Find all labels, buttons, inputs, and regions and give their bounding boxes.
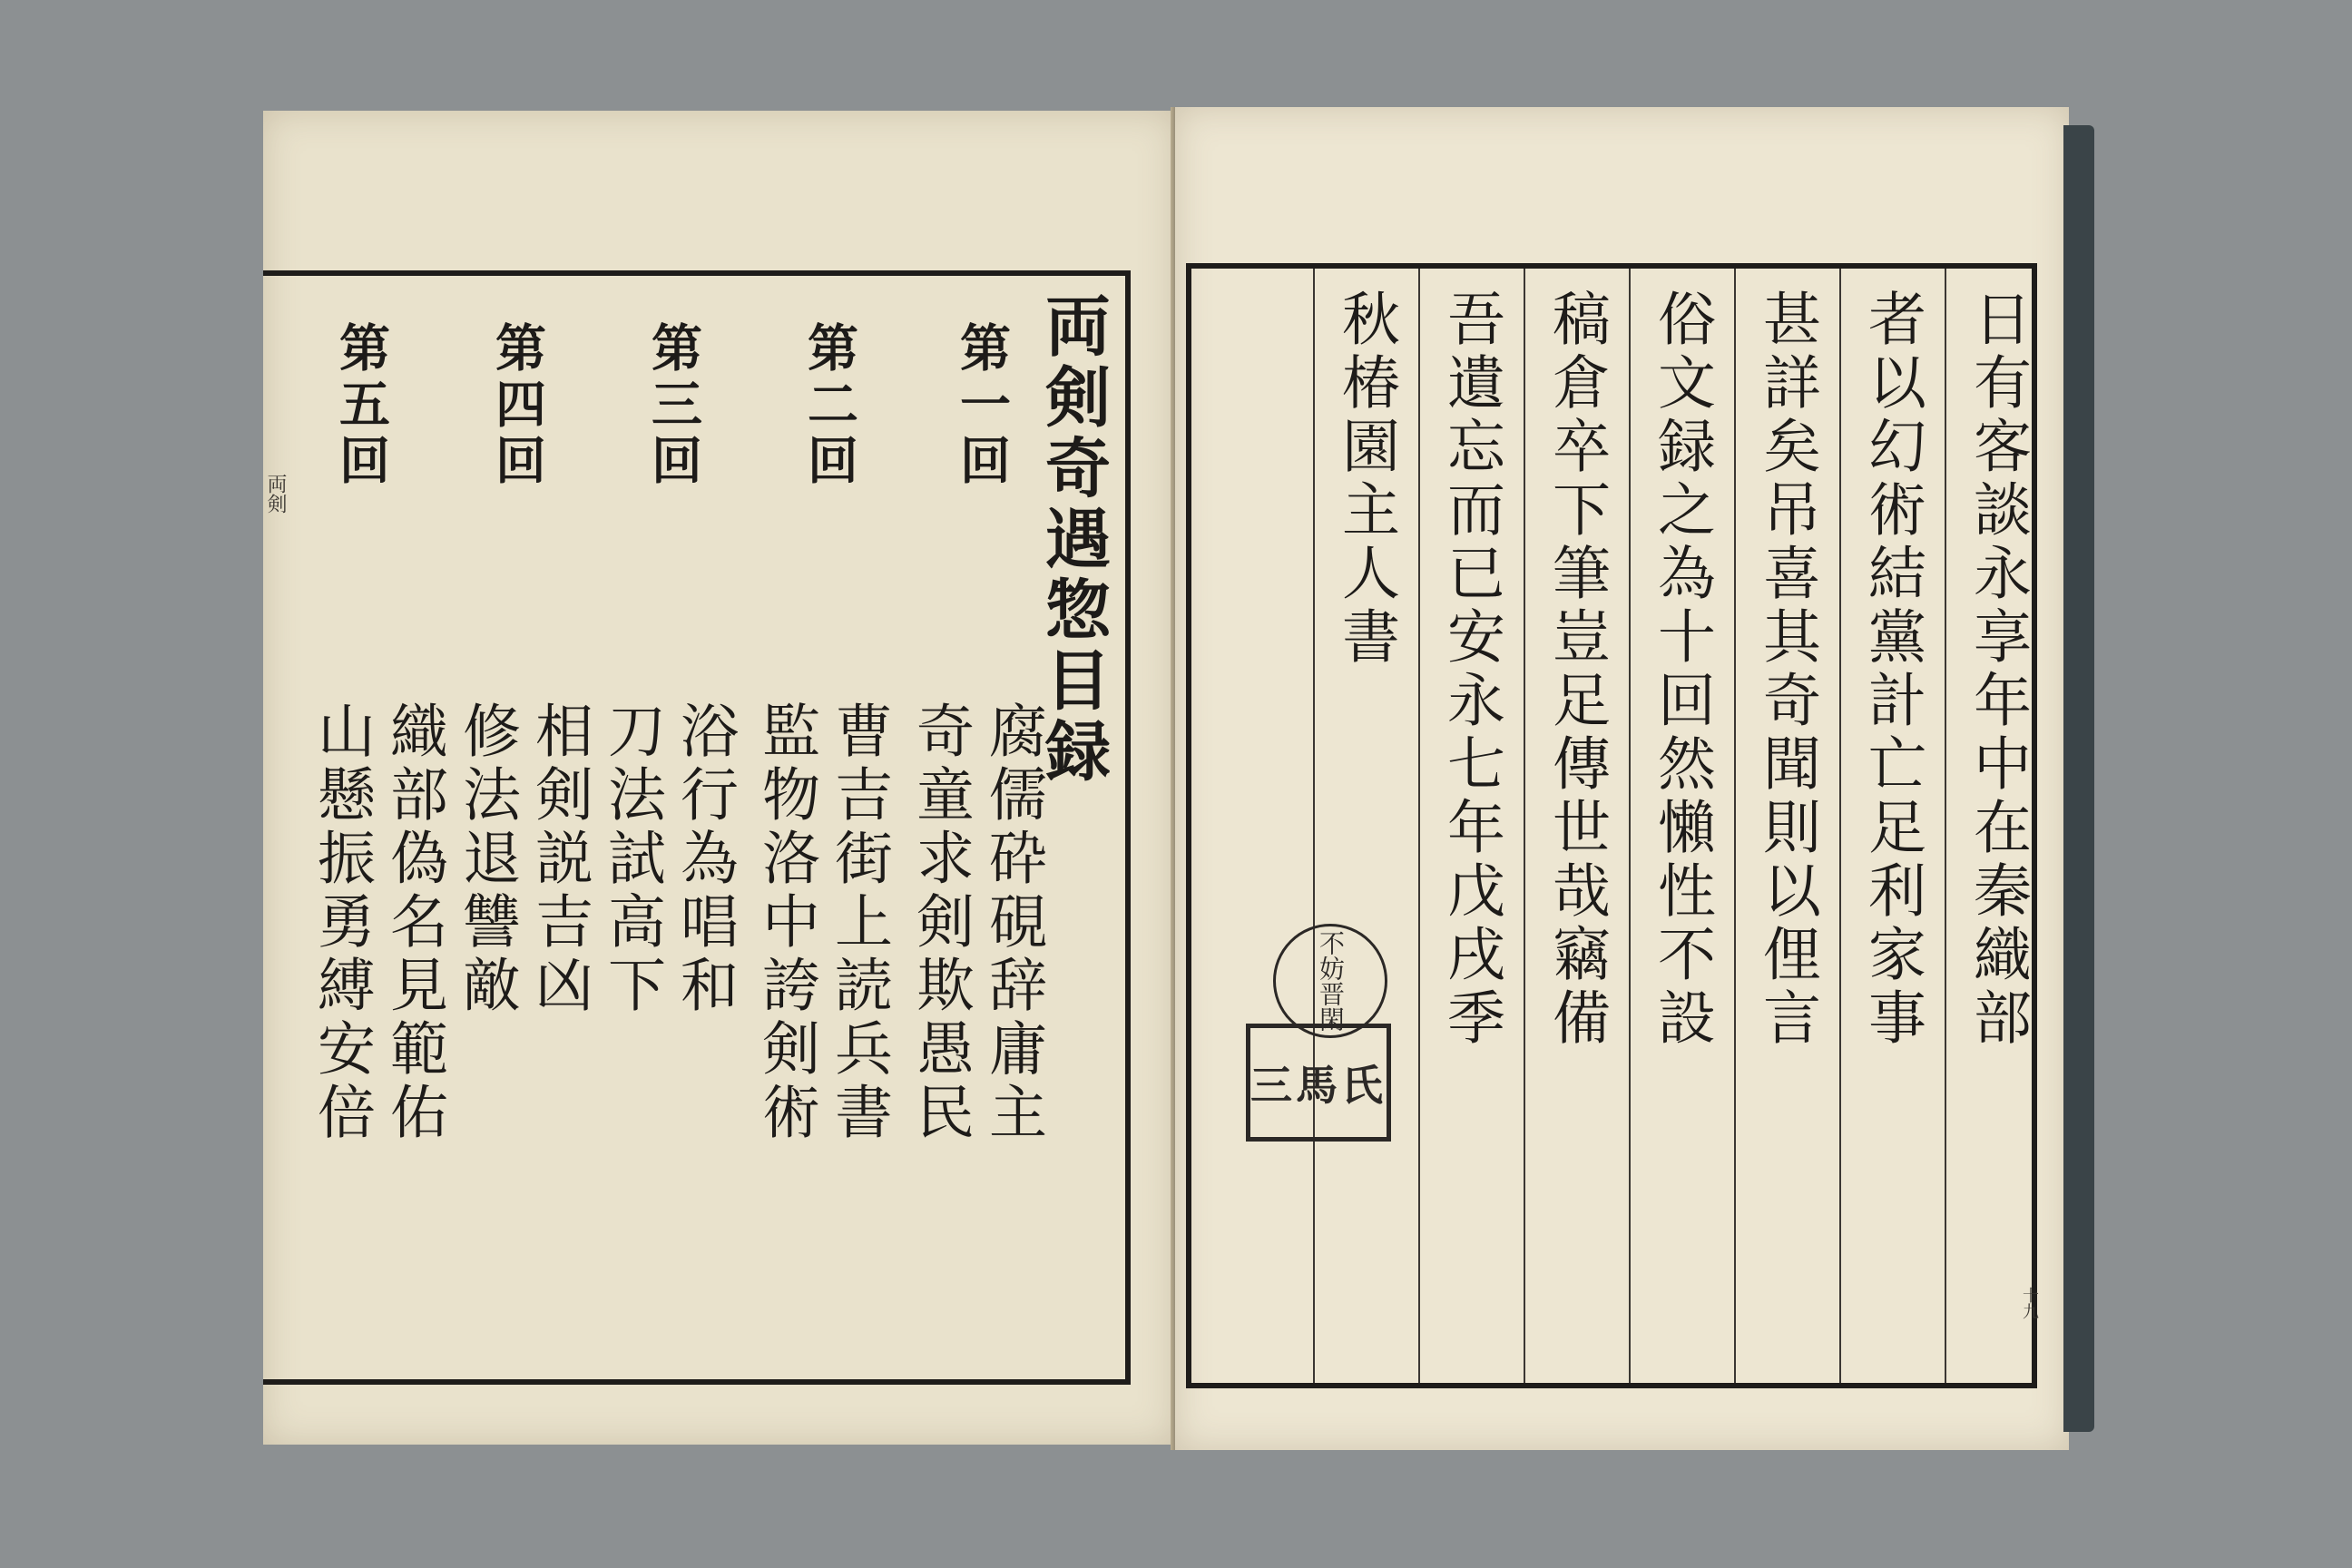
column-rule xyxy=(1524,269,1525,1383)
column-rule xyxy=(1313,269,1315,1383)
chapter-5-subtitle-b: 山懸振勇縛安倍 xyxy=(308,701,375,1145)
chapter-2-subtitle-b: 監物洛中誇剣術 xyxy=(752,701,819,1145)
column-rule xyxy=(1839,269,1841,1383)
left-margin-label: 両剣 xyxy=(264,474,287,514)
preface-column-3: 甚詳矣吊喜其奇聞則以俚言 xyxy=(1753,289,1820,1051)
chapter-4-subtitle-a: 相剣説吉凶 xyxy=(525,701,593,1018)
chapter-1-subtitle-a: 腐儒砕硯辞庸主 xyxy=(979,701,1046,1145)
chapter-2-label: 第二回 xyxy=(799,321,859,490)
right-page xyxy=(1175,107,2069,1450)
square-seal-stamp: 三馬氏 xyxy=(1246,1024,1391,1142)
preface-column-6: 吾遺忘而已安永七年戊戌季 xyxy=(1437,289,1504,1051)
chapter-2-subtitle-a: 曹吉街上読兵書 xyxy=(825,701,892,1145)
folio-number: 十九 xyxy=(2020,1287,2039,1319)
chapter-5-subtitle-a: 織部偽名見範佑 xyxy=(380,701,447,1145)
left-page xyxy=(263,111,1175,1445)
preface-column-5: 稿倉卒下筆豈足傳世哉竊備 xyxy=(1543,289,1610,1051)
open-book xyxy=(263,107,2069,1450)
chapter-4-subtitle-b: 修法退讐敵 xyxy=(453,701,520,1018)
chapter-1-label: 第一回 xyxy=(952,321,1012,490)
column-rule xyxy=(1945,269,1946,1383)
preface-column-4: 俗文録之為十回然懶性不設 xyxy=(1648,289,1715,1051)
book-cover-edge xyxy=(2063,125,2094,1432)
toc-title: 両剣奇遇惣目録 xyxy=(1034,292,1112,788)
preface-column-1: 日有客談永享年中在秦織部 xyxy=(1964,289,2031,1051)
chapter-5-label: 第五回 xyxy=(331,321,391,490)
column-rule xyxy=(1418,269,1420,1383)
chapter-3-label: 第三回 xyxy=(643,321,703,490)
round-seal-stamp: 不妨晋閑 xyxy=(1273,924,1387,1038)
preface-column-2: 者以幻術結黨計亡足利家事 xyxy=(1858,289,1926,1051)
column-rule xyxy=(1734,269,1736,1383)
column-rule xyxy=(1629,269,1631,1383)
chapter-3-subtitle-a: 浴行為唱和 xyxy=(671,701,738,1018)
chapter-4-label: 第四回 xyxy=(487,321,547,490)
preface-column-7: 秋椿園主人書 xyxy=(1332,289,1399,670)
chapter-1-subtitle-b: 奇童求剣欺愚民 xyxy=(906,701,974,1145)
chapter-3-subtitle-b: 刀法試高下 xyxy=(598,701,665,1018)
